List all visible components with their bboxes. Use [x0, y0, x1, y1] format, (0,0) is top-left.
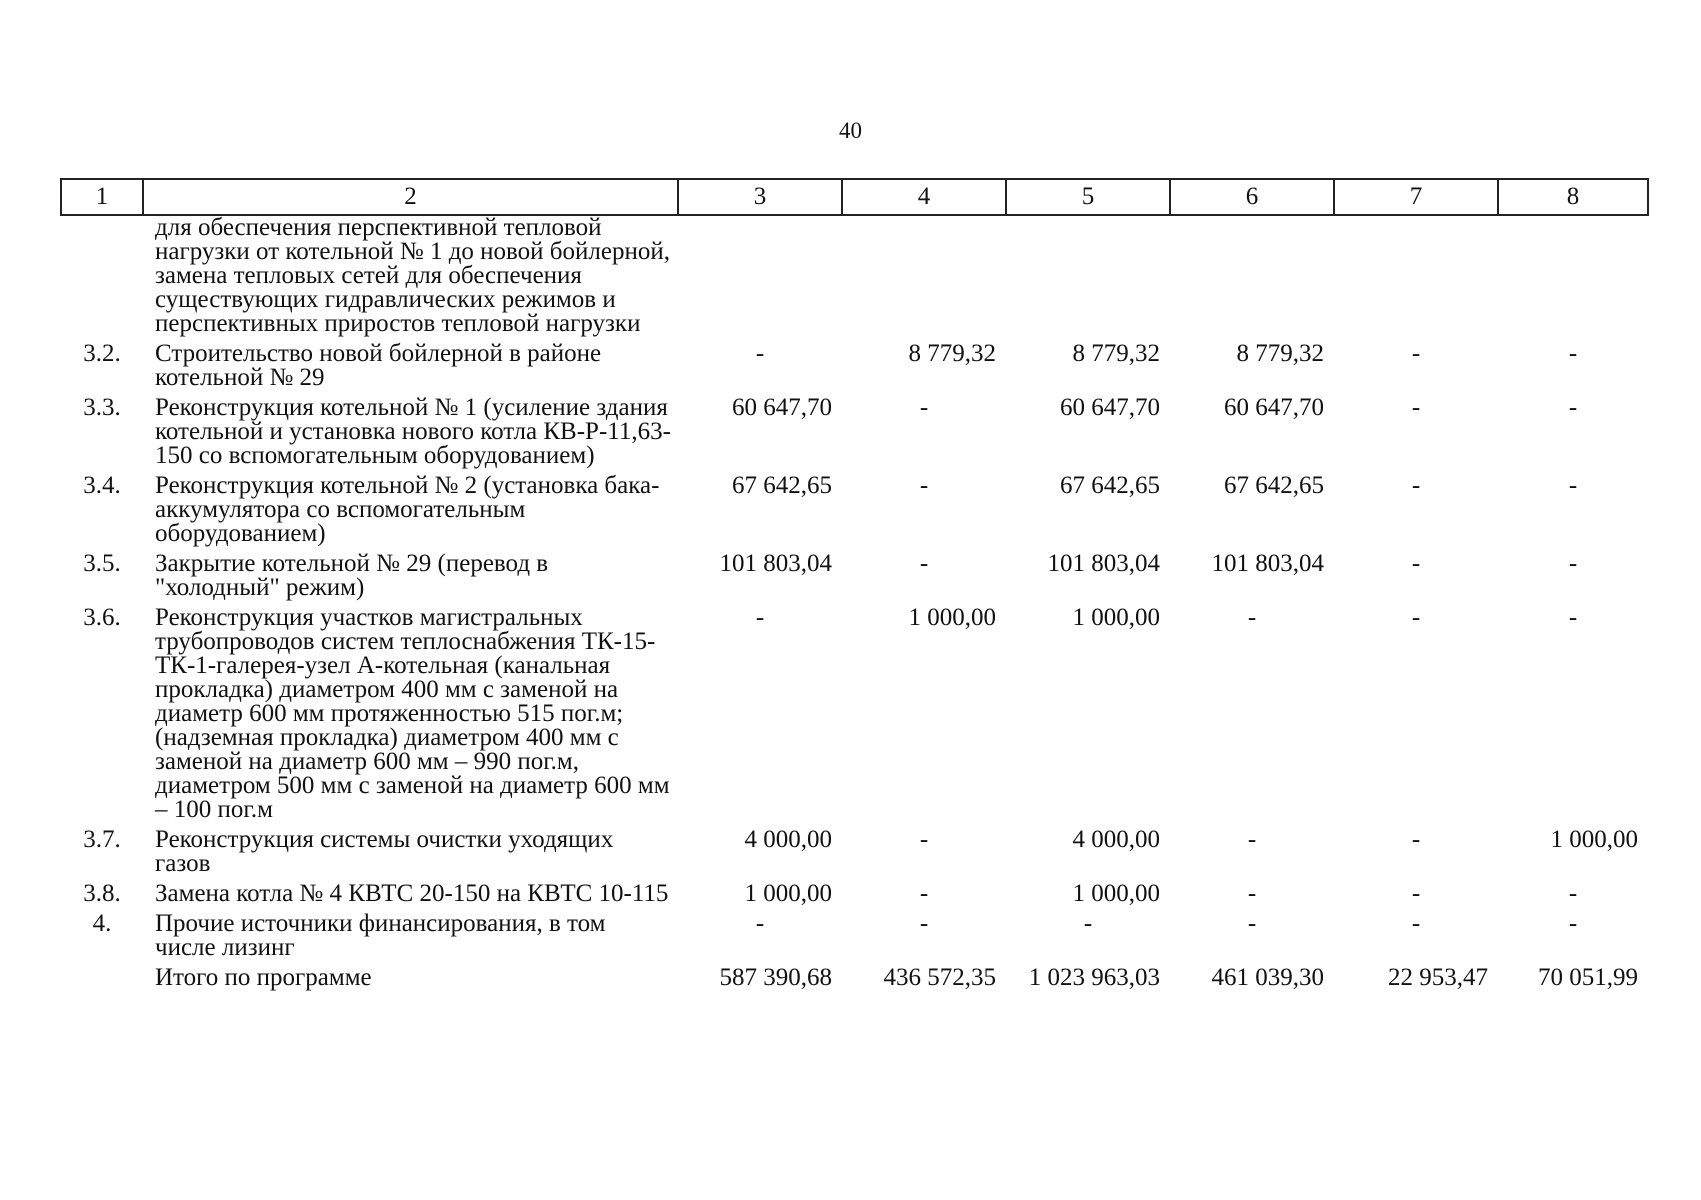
item-number: 3.4.: [83, 472, 121, 499]
item-number: 3.7.: [83, 826, 121, 853]
value-col-8: -: [1568, 472, 1578, 499]
value-col-5: 60 647,70: [1060, 394, 1160, 421]
page-number: 40: [839, 118, 862, 143]
value-col-4: 1 000,00: [908, 604, 996, 631]
value-col-5: 1 000,00: [1072, 880, 1160, 907]
value-col-8: -: [1568, 394, 1578, 421]
value-col-8: -: [1568, 880, 1578, 907]
value-col-4: -: [919, 910, 929, 937]
value-col-7: -: [1411, 604, 1421, 631]
value-col-3: 101 803,04: [719, 550, 832, 577]
column-number-row: [61, 179, 1648, 215]
item-number: 3.6.: [83, 604, 121, 631]
value-col-4: 436 572,35: [883, 964, 996, 991]
table-row: [61, 606, 1648, 828]
value-col-4: -: [919, 550, 929, 577]
table-row: [61, 912, 1648, 966]
table-row: [61, 882, 1648, 912]
item-number: 3.2.: [83, 340, 121, 367]
item-description: Замена котла № 4 КВТС 20-150 на КВТС 10-115: [155, 880, 669, 907]
value-col-5: 4 000,00: [1072, 826, 1160, 853]
item-description: Итого по программе: [155, 964, 372, 991]
value-col-8: -: [1568, 910, 1578, 937]
value-col-4: -: [919, 394, 929, 421]
value-col-3: 67 642,65: [732, 472, 832, 499]
column-header: 8: [1498, 179, 1648, 215]
column-header: 1: [61, 179, 143, 215]
item-description: Строительство новой бойлерной в районе котельной № 29: [155, 340, 602, 391]
item-number: 3.3.: [83, 394, 121, 421]
value-col-4: -: [919, 826, 929, 853]
value-col-6: -: [1247, 880, 1257, 907]
value-col-6: 67 642,65: [1224, 472, 1324, 499]
item-number: 4.: [92, 910, 112, 937]
item-description: Реконструкция котельной № 2 (установка бака-аккумулятора со вспомогательным оборудованием): [155, 472, 660, 547]
value-col-8: -: [1568, 340, 1578, 367]
value-col-7: -: [1411, 910, 1421, 937]
value-col-3: -: [755, 340, 765, 367]
value-col-8: 1 000,00: [1550, 826, 1638, 853]
continuation-text: для обеспечения перспективной тепловой нагрузки от котельной № 1 до новой бойлерной, замена тепловых сетей для обеспечения существующих гидравлических режимов и перспективных приростов тепловой нагрузки: [155, 214, 670, 337]
item-description: Реконструкция участков магистральных трубопроводов систем теплоснабжения ТК-15-ТК-1-галерея-узел А-котельная (канальная прокладка) диаметром 400 мм с заменой на диаметр 600 мм протяженностью 515 пог.м; (надземная прокладка) диаметром 400 мм с заменой на диаметр 600 мм – 990 пог.м, диаметром 500 мм с заменой на диаметр 600 мм – 100 пог.м: [155, 604, 670, 823]
value-col-3: 60 647,70: [732, 394, 832, 421]
value-col-5: 8 779,32: [1072, 340, 1160, 367]
table-row: [61, 828, 1648, 882]
table-row: [61, 396, 1648, 474]
table-row: [61, 552, 1648, 606]
value-col-3: 4 000,00: [744, 826, 832, 853]
value-col-6: 461 039,30: [1211, 964, 1324, 991]
value-col-7: -: [1411, 880, 1421, 907]
value-col-8: -: [1568, 604, 1578, 631]
value-col-4: -: [919, 472, 929, 499]
financing-table: [60, 178, 1649, 996]
column-header: 6: [1170, 179, 1334, 215]
table-row: [61, 966, 1648, 996]
column-header: 3: [678, 179, 842, 215]
value-col-3: -: [755, 910, 765, 937]
table-row: [61, 342, 1648, 396]
value-col-7: 22 953,47: [1388, 964, 1488, 991]
value-col-6: 101 803,04: [1211, 550, 1324, 577]
value-col-6: 8 779,32: [1236, 340, 1324, 367]
value-col-8: -: [1568, 550, 1578, 577]
item-number: [61, 966, 143, 996]
value-col-4: 8 779,32: [908, 340, 996, 367]
value-col-6: 60 647,70: [1224, 394, 1324, 421]
value-col-7: -: [1411, 550, 1421, 577]
value-col-5: 67 642,65: [1060, 472, 1160, 499]
item-number: 3.5.: [83, 550, 121, 577]
item-description: Прочие источники финансирования, в том числе лизинг: [155, 910, 606, 961]
item-description: Реконструкция системы очистки уходящих газов: [155, 826, 614, 877]
value-col-7: -: [1411, 394, 1421, 421]
value-col-5: 101 803,04: [1047, 550, 1160, 577]
column-header: 2: [143, 179, 678, 215]
value-col-5: 1 023 963,03: [1028, 964, 1160, 991]
value-col-3: 587 390,68: [719, 964, 832, 991]
value-col-7: -: [1411, 340, 1421, 367]
value-col-7: -: [1411, 826, 1421, 853]
value-col-4: -: [919, 880, 929, 907]
value-col-3: -: [755, 604, 765, 631]
continuation-row: [61, 215, 1648, 342]
column-header: 4: [842, 179, 1006, 215]
value-col-6: -: [1247, 826, 1257, 853]
item-number: 3.8.: [83, 880, 121, 907]
item-description: Закрытие котельной № 29 (перевод в "холодный" режим): [155, 550, 549, 601]
value-col-5: -: [1083, 910, 1093, 937]
value-col-6: -: [1247, 910, 1257, 937]
column-header: 7: [1334, 179, 1498, 215]
column-header: 5: [1006, 179, 1170, 215]
value-col-5: 1 000,00: [1072, 604, 1160, 631]
value-col-6: -: [1247, 604, 1257, 631]
value-col-8: 70 051,99: [1538, 964, 1638, 991]
value-col-3: 1 000,00: [744, 880, 832, 907]
item-description: Реконструкция котельной № 1 (усиление здания котельной и установка нового котла КВ-Р-11,63-150 со вспомогательным оборудованием): [155, 394, 671, 469]
value-col-7: -: [1411, 472, 1421, 499]
table-row: [61, 474, 1648, 552]
